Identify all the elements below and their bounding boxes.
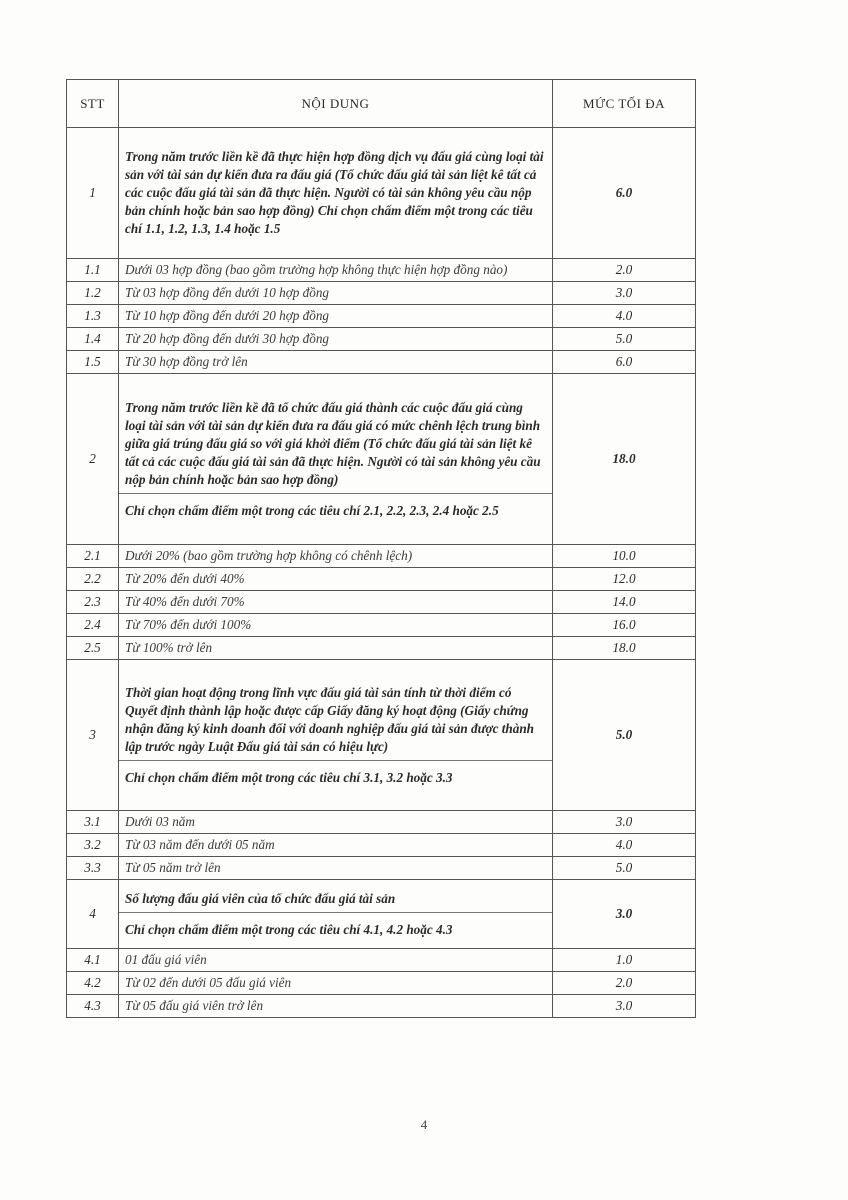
header-stt: STT [67, 80, 119, 128]
criterion-number: 3.3 [67, 857, 119, 880]
criterion-number: 4 [67, 880, 119, 949]
sub-criterion-row [67, 259, 696, 282]
criterion-number: 1.5 [67, 351, 119, 374]
criterion-content: Từ 100% trở lên [119, 637, 553, 660]
criterion-max-score: 18.0 [553, 374, 696, 545]
criterion-content [119, 660, 553, 811]
criterion-content: Từ 03 hợp đồng đến dưới 10 hợp đồng [119, 282, 553, 305]
criterion-content: Dưới 20% (bao gồm trường hợp không có chênh lệch) [119, 545, 553, 568]
criterion-max-score: 3.0 [553, 282, 696, 305]
criterion-row [67, 128, 696, 259]
criterion-max-score: 3.0 [553, 995, 696, 1018]
criterion-number: 1.1 [67, 259, 119, 282]
criterion-max-score: 4.0 [553, 834, 696, 857]
criterion-max-score: 10.0 [553, 545, 696, 568]
sub-criterion-row [67, 351, 696, 374]
criterion-number: 3 [67, 660, 119, 811]
sub-criterion-row [67, 972, 696, 995]
criterion-content [119, 880, 553, 949]
criterion-number: 4.1 [67, 949, 119, 972]
criterion-number: 4.3 [67, 995, 119, 1018]
criterion-content: Từ 40% đến dưới 70% [119, 591, 553, 614]
sub-criterion-row [67, 282, 696, 305]
table-header-row [67, 80, 696, 128]
criterion-scoring-note: Chỉ chọn chấm điểm một trong các tiêu chí 4.1, 4.2 hoặc 4.3 [119, 912, 552, 943]
criterion-content: Từ 02 đến dưới 05 đấu giá viên [119, 972, 553, 995]
criterion-number: 1.2 [67, 282, 119, 305]
criterion-max-score: 2.0 [553, 259, 696, 282]
criterion-row [67, 374, 696, 545]
criterion-max-score: 6.0 [553, 351, 696, 374]
criterion-content: Dưới 03 hợp đồng (bao gồm trường hợp không thực hiện hợp đồng nào) [119, 259, 553, 282]
sub-criterion-row [67, 305, 696, 328]
criterion-content: Dưới 03 năm [119, 811, 553, 834]
criterion-number: 2 [67, 374, 119, 545]
criterion-max-score: 18.0 [553, 637, 696, 660]
criterion-description: Thời gian hoạt động trong lĩnh vực đấu giá tài sản tính từ thời điểm có Quyết định thành lập hoặc được cấp Giấy đăng ký hoạt động (Giấy chứng nhận đăng ký kinh doanh đối với doanh nghiệp đấu giá tài sản được thành lập trước ngày Luật Đấu giá tài sản có hiệu lực) [125, 684, 534, 754]
sub-criterion-row [67, 949, 696, 972]
criterion-max-score: 3.0 [553, 880, 696, 949]
header-content: NỘI DUNG [119, 80, 553, 128]
criterion-max-score: 5.0 [553, 857, 696, 880]
criterion-content: 01 đấu giá viên [119, 949, 553, 972]
criterion-max-score: 3.0 [553, 811, 696, 834]
criterion-number: 1.4 [67, 328, 119, 351]
criterion-number: 2.4 [67, 614, 119, 637]
criterion-content [119, 128, 553, 259]
criterion-max-score: 2.0 [553, 972, 696, 995]
criterion-content: Từ 10 hợp đồng đến dưới 20 hợp đồng [119, 305, 553, 328]
criterion-scoring-note: Chỉ chọn chấm điểm một trong các tiêu chí 2.1, 2.2, 2.3, 2.4 hoặc 2.5 [119, 493, 552, 524]
criterion-content: Từ 05 đấu giá viên trở lên [119, 995, 553, 1018]
criterion-number: 2.2 [67, 568, 119, 591]
sub-criterion-row [67, 591, 696, 614]
criterion-row [67, 880, 696, 949]
criterion-number: 3.1 [67, 811, 119, 834]
criterion-max-score: 5.0 [553, 660, 696, 811]
criterion-row [67, 660, 696, 811]
sub-criterion-row [67, 637, 696, 660]
criterion-content: Từ 20 hợp đồng đến dưới 30 hợp đồng [119, 328, 553, 351]
criterion-content: Từ 05 năm trở lên [119, 857, 553, 880]
page-number: 4 [420, 1117, 428, 1132]
sub-criterion-row [67, 614, 696, 637]
sub-criterion-row [67, 328, 696, 351]
criterion-number: 1 [67, 128, 119, 259]
criterion-content: Từ 30 hợp đồng trở lên [119, 351, 553, 374]
criterion-max-score: 6.0 [553, 128, 696, 259]
criteria-table-body [67, 128, 696, 1018]
criterion-max-score: 14.0 [553, 591, 696, 614]
sub-criterion-row [67, 568, 696, 591]
criterion-max-score: 4.0 [553, 305, 696, 328]
criterion-description: Trong năm trước liền kề đã thực hiện hợp đồng dịch vụ đấu giá cùng loại tài sản với tài sản dự kiến đưa ra đấu giá (Tổ chức đấu giá tài sản liệt kê tất cả các cuộc đấu giá tài sản đã thực hiện. Người có tài sản không yêu cầu nộp bản chính hoặc bản sao hợp đồng) Chỉ chọn chấm điểm một trong các tiêu chí 1.1, 1.2, 1.3, 1.4 hoặc 1.5 [125, 149, 544, 236]
sub-criterion-row [67, 545, 696, 568]
criterion-number: 2.5 [67, 637, 119, 660]
sub-criterion-row [67, 811, 696, 834]
criterion-max-score: 12.0 [553, 568, 696, 591]
sub-criterion-row [67, 857, 696, 880]
sub-criterion-row [67, 995, 696, 1018]
header-max-score: MỨC TỐI ĐA [553, 80, 696, 128]
criterion-description: Số lượng đấu giá viên của tổ chức đấu giá tài sản [125, 890, 396, 906]
criterion-content: Từ 03 năm đến dưới 05 năm [119, 834, 553, 857]
criterion-number: 3.2 [67, 834, 119, 857]
criterion-content: Từ 70% đến dưới 100% [119, 614, 553, 637]
criterion-content: Từ 20% đến dưới 40% [119, 568, 553, 591]
criterion-number: 4.2 [67, 972, 119, 995]
criterion-max-score: 1.0 [553, 949, 696, 972]
criteria-table [66, 79, 696, 1018]
criterion-scoring-note: Chỉ chọn chấm điểm một trong các tiêu chí 3.1, 3.2 hoặc 3.3 [119, 760, 552, 791]
criterion-number: 2.3 [67, 591, 119, 614]
sub-criterion-row [67, 834, 696, 857]
criterion-max-score: 16.0 [553, 614, 696, 637]
criterion-number: 1.3 [67, 305, 119, 328]
criterion-content [119, 374, 553, 545]
criterion-description: Trong năm trước liền kề đã tổ chức đấu giá thành các cuộc đấu giá cùng loại tài sản với tài sản dự kiến đưa ra đấu giá có mức chênh lệch trung bình giữa giá trúng đấu giá so với giá khởi điểm (Tổ chức đấu giá tài sản liệt kê tất cả các cuộc đấu giá tài sản đã thực hiện. Người có tài sản không yêu cầu nộp bản chính hoặc bản sao hợp đồng) [125, 399, 541, 487]
criterion-number: 2.1 [67, 545, 119, 568]
criterion-max-score: 5.0 [553, 328, 696, 351]
